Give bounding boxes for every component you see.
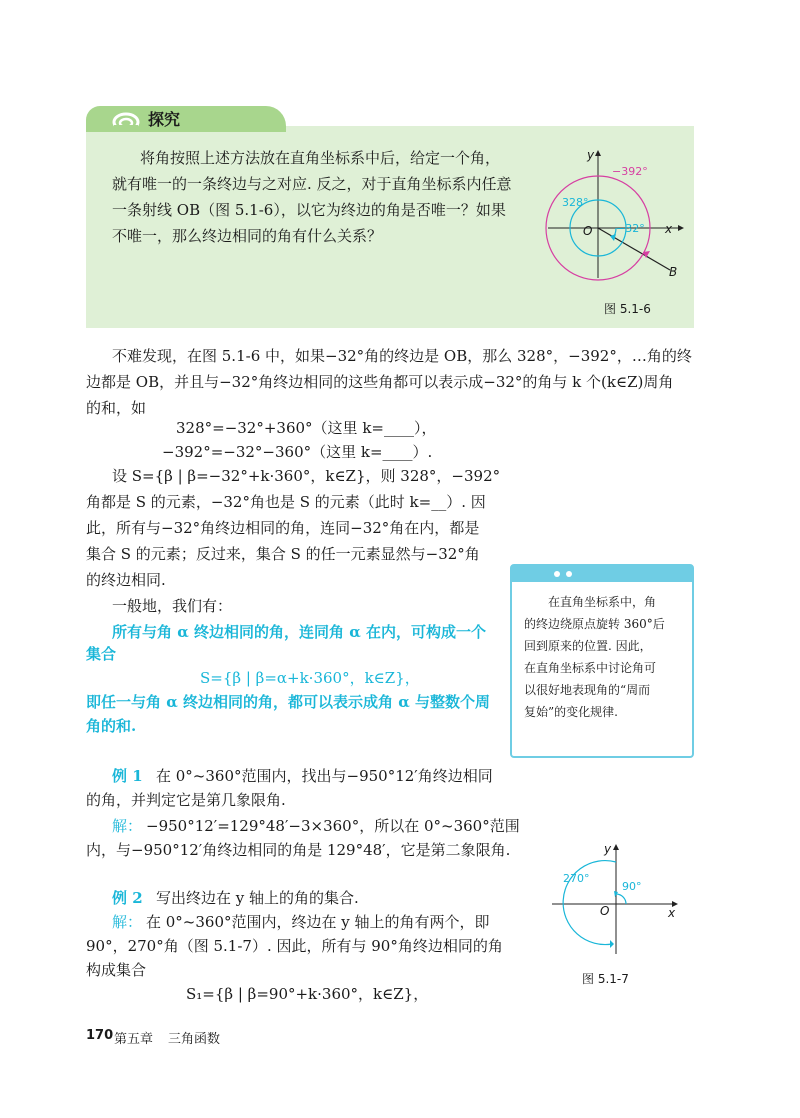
para2-line-3: 此，所有与−32°角终边相同的角，连同−32°角在内，都是: [86, 519, 480, 537]
fig2-angle-90: 90°: [622, 880, 642, 893]
theorem-line-2: 集合: [86, 645, 117, 663]
side-note-line-2: 的终边绕原点旋转 360°后: [524, 617, 665, 631]
page-number: 170: [86, 1028, 114, 1043]
fig2-caption: 图 5.1-7: [582, 972, 629, 986]
solution-2-text-3: 构成集合: [86, 961, 147, 979]
dots-icon: [552, 569, 582, 579]
example-1-text-2: 的角，并判定它是第几象限角.: [86, 791, 286, 809]
example-2-label: 例 2: [112, 889, 143, 907]
explore-line-2: 就有唯一的一条终边与之对应. 反之，对于直角坐标系内任意: [112, 175, 512, 193]
para1-line-1: 不难发现，在图 5.1-6 中，如果−32°角的终边是 OB，那么 328°，−392°，…角的终: [112, 347, 692, 365]
fig1-y-label: y: [587, 148, 595, 162]
theorem-line-1: 所有与角 α 终边相同的角，连同角 α 在内，可构成一个: [112, 623, 486, 641]
solution-2-text: 在 0°~360°范围内，终边在 y 轴上的角有两个，即: [146, 913, 490, 931]
solution-1-text-2: 内，与−950°12′角终边相同的角是 129°48′，它是第二象限角.: [86, 841, 511, 859]
fig2-x-label: x: [668, 906, 676, 920]
fig1-x-label: x: [665, 222, 673, 236]
fig1-b-label: B: [669, 265, 678, 279]
theorem-line-3: 即任一与角 α 终边相同的角，都可以表示成角 α 与整数个周: [86, 693, 490, 711]
explore-line-4: 不唯一，那么终边相同的角有什么关系？: [112, 227, 383, 245]
solution-2-text-2: 90°，270°角（图 5.1-7）. 因此，所有与 90°角终边相同的角: [86, 937, 503, 955]
side-note-line-6: 复始”的变化规律.: [524, 705, 618, 719]
fig1-angle-neg392: −392°: [612, 165, 648, 178]
solution-2-label: 解：: [112, 913, 143, 931]
side-note: [510, 564, 694, 758]
para1-line-2: 边都是 OB，并且与−32°角终边相同的这些角都可以表示成−32°的角与 k 个(k∈Z)周角: [86, 373, 674, 391]
equation-2: −392°=−32°−360°（这里 k=____）.: [162, 443, 433, 461]
fig1-o-label: O: [583, 224, 593, 238]
para2-line-4: 集合 S 的元素；反过来，集合 S 的任一元素显然与−32°角: [86, 545, 480, 563]
side-note-line-3: 回到原来的位置. 因此，: [524, 639, 652, 653]
equation-1: 328°=−32°+360°（这里 k=____），: [176, 419, 437, 437]
explore-line-3: 一条射线 OB（图 5.1-6），以它为终边的角是否唯一？如果: [112, 201, 506, 219]
side-note-line-1: 在直角坐标系中，角: [548, 595, 657, 609]
theorem-formula: S={β | β=α+k·360°，k∈Z}，: [200, 669, 420, 687]
fig1-angle-neg32: −32°: [616, 222, 645, 235]
example-1-text: 在 0°~360°范围内，找出与−950°12′角终边相同: [156, 767, 493, 785]
para1-line-3: 的和，如: [86, 399, 147, 417]
para2-line-5: 的终边相同.: [86, 571, 166, 589]
solution-2-formula: S₁={β | β=90°+k·360°，k∈Z}，: [186, 985, 429, 1003]
chapter-title: 三角函数: [168, 1032, 221, 1047]
side-note-line-5: 以很好地表现角的“周而: [524, 683, 651, 697]
example-2-text: 写出终边在 y 轴上的角的集合.: [156, 889, 359, 907]
side-note-line-4: 在直角坐标系中讨论角可: [524, 661, 657, 675]
solution-1-text: −950°12′=129°48′−3×360°，所以在 0°~360°范围: [146, 817, 520, 835]
fig1-angle-328: 328°: [562, 196, 589, 209]
theorem-line-4: 角的和.: [86, 717, 137, 735]
fig2-angle-270: 270°: [563, 872, 590, 885]
para2-line-2: 角都是 S 的元素，−32°角也是 S 的元素（此时 k=__）. 因: [86, 493, 486, 511]
explore-title: 探究: [148, 110, 181, 129]
explore-icon: [112, 108, 140, 130]
example-1-label: 例 1: [112, 767, 143, 785]
fig1-caption: 图 5.1-6: [604, 302, 651, 316]
solution-1-label: 解：: [112, 817, 143, 835]
para3: 一般地，我们有：: [112, 597, 233, 615]
explore-line-1: 将角按照上述方法放在直角坐标系中后，给定一个角，: [140, 149, 501, 167]
figure-5-1-7: [548, 840, 688, 960]
fig2-o-label: O: [600, 904, 610, 918]
fig2-y-label: y: [604, 842, 612, 856]
chapter-label: 第五章: [114, 1032, 154, 1047]
para2-line-1: 设 S={β | β=−32°+k·360°，k∈Z}，则 328°，−392°: [112, 467, 501, 485]
side-note-header: [512, 566, 692, 582]
